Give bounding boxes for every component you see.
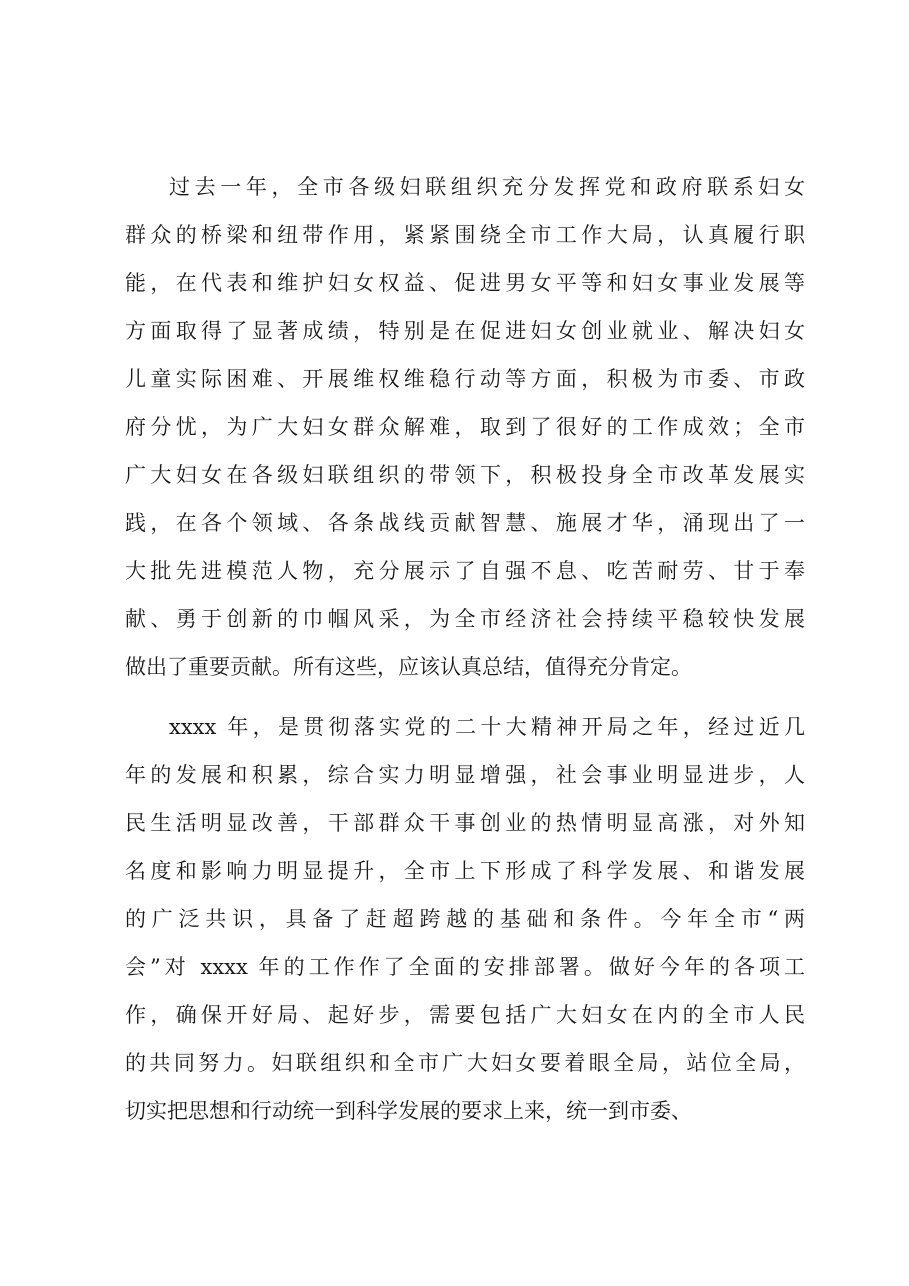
text-line: 群众的桥梁和纽带作用，紧紧围绕全市工作大局，认真履行职: [125, 223, 805, 247]
text-line: 作，确保开好局、起好步，需要包括广大妇女在内的全市人民: [125, 1003, 805, 1027]
text-line: 广大妇女在各级妇联组织的带领下，积极投身全市改革发展实: [125, 463, 805, 487]
text-line: 做出了重要贡献。所有这些，应该认真总结，值得充分肯定。: [125, 655, 692, 679]
text-line: 践，在各个领域、各条战线贡献智慧、施展才华，涌现出了一: [125, 511, 805, 535]
text-line: 的广泛共识，具备了赶超跨越的基础和条件。今年全市“两: [125, 907, 805, 931]
text-line: xxxx 年，是贯彻落实党的二十大精神开局之年，经过近几: [169, 715, 805, 739]
paragraph: [125, 703, 805, 1135]
text-line: 过去一年，全市各级妇联组织充分发挥党和政府联系妇女: [169, 175, 805, 199]
text-line: 民生活明显改善，干部群众干事创业的热情明显高涨，对外知: [125, 811, 805, 835]
paragraph: [125, 163, 805, 691]
text-line: 大批先进模范人物，充分展示了自强不息、吃苦耐劳、甘于奉: [125, 559, 805, 583]
text-line: 能，在代表和维护妇女权益、促进男女平等和妇女事业发展等: [125, 271, 805, 295]
text-line: 名度和影响力明显提升，全市上下形成了科学发展、和谐发展: [125, 859, 805, 883]
text-line: 献、勇于创新的巾帼风采，为全市经济社会持续平稳较快发展: [125, 607, 805, 631]
text-line: 年的发展和积累，综合实力明显增强，社会事业明显进步，人: [125, 763, 805, 787]
text-line: 儿童实际困难、开展维权维稳行动等方面，积极为市委、市政: [125, 367, 805, 391]
text-line: 切实把思想和行动统一到科学发展的要求上来，统一到市委、: [125, 1099, 692, 1123]
text-line: 会”对 xxxx 年的工作作了全面的安排部署。做好今年的各项工: [125, 955, 805, 979]
document-body: [125, 163, 805, 1135]
text-line: 府分忧，为广大妇女群众解难，取到了很好的工作成效；全市: [125, 415, 805, 439]
text-line: 的共同努力。妇联组织和全市广大妇女要着眼全局，站位全局，: [125, 1051, 805, 1075]
text-line: 方面取得了显著成绩，特别是在促进妇女创业就业、解决妇女: [125, 319, 805, 343]
paragraph-spacer: [125, 691, 805, 703]
